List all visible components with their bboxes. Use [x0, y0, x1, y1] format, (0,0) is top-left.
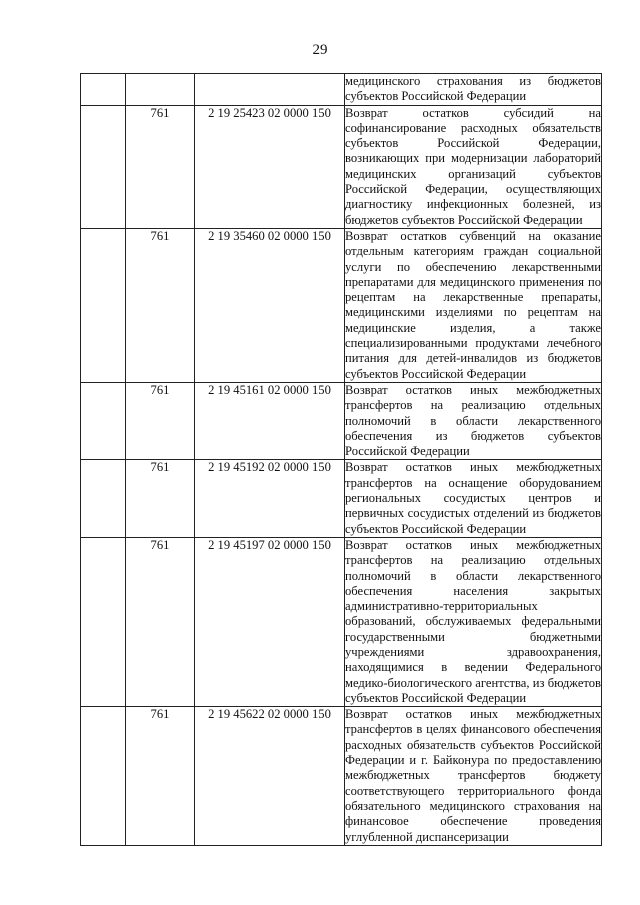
budget-classification-code: 2 19 25423 02 0000 150 [195, 105, 345, 228]
budget-classification-code: 2 19 45161 02 0000 150 [195, 382, 345, 459]
budget-classification-code: 2 19 45622 02 0000 150 [195, 707, 345, 846]
empty-cell [81, 228, 126, 382]
revenue-description: Возврат остатков иных межбюджетных трансфертов на реализацию отдельных полномочий в области лекарственного обеспечения населения закрытых административно-территориальных образований, обслуживаемых федеральными государственными бюджетными учреждениями здравоохранения, находящимися в ведении Федерального медико-биологического агентства, из бюджетов субъектов Российской Федерации [345, 537, 601, 705]
empty-cell [81, 460, 126, 537]
table-row [81, 74, 602, 106]
page-number: 29 [312, 42, 328, 58]
administrator-code: 761 [126, 228, 195, 382]
administrator-code [126, 74, 195, 106]
revenue-description: Возврат остатков иных межбюджетных трансфертов на оснащение оборудованием региональных сосудистых центров и первичных сосудистых отделений из бюджетов субъектов Российской Федерации [345, 460, 601, 536]
budget-classification-code [195, 74, 345, 106]
table-row [81, 460, 602, 537]
empty-cell [81, 707, 126, 846]
administrator-code: 761 [126, 537, 195, 706]
empty-cell [81, 74, 126, 106]
administrator-code: 761 [126, 460, 195, 537]
budget-classification-code: 2 19 45192 02 0000 150 [195, 460, 345, 537]
table-row [81, 707, 602, 846]
table-row [81, 228, 602, 382]
empty-cell [81, 537, 126, 706]
table-row [81, 105, 602, 228]
budget-classification-table [80, 73, 602, 846]
revenue-description: медицинского страхования из бюджетов субъектов Российской Федерации [345, 74, 601, 104]
budget-classification-code: 2 19 35460 02 0000 150 [195, 228, 345, 382]
empty-cell [81, 105, 126, 228]
revenue-description: Возврат остатков иных межбюджетных трансфертов в целях финансового обеспечения расходных обязательств субъектов Российской Федерации и г. Байконура по предоставлению межбюджетных трансфертов бюджету соответствующего территориального фонда обязательного медицинского страхования на финансовое обеспечение проведения углубленной диспансеризации [345, 707, 601, 844]
revenue-description: Возврат остатков субвенций на оказание отдельным категориям граждан социальной услуги по обеспечению лекарственными препаратами для медицинского применения по рецептам на лекарственные препараты, медицинскими изделиями по рецептам на медицинские изделия, а также специализированными продуктами лечебного питания для детей-инвалидов из бюджетов субъектов Российской Федерации [345, 228, 601, 381]
revenue-description: Возврат остатков иных межбюджетных трансфертов на реализацию отдельных полномочий в области лекарственного обеспечения из бюджетов субъектов Российской Федерации [345, 382, 601, 459]
administrator-code: 761 [126, 105, 195, 228]
administrator-code: 761 [126, 382, 195, 459]
administrator-code: 761 [126, 707, 195, 846]
budget-classification-code: 2 19 45197 02 0000 150 [195, 537, 345, 706]
empty-cell [81, 382, 126, 459]
table-row [81, 382, 602, 459]
revenue-description: Возврат остатков субсидий на софинансирование расходных обязательств субъектов Российской Федерации, возникающих при модернизации лабораторий медицинских организаций субъектов Российской Федерации, осуществляющих диагностику инфекционных болезней, из бюджетов субъектов Российской Федерации [345, 105, 601, 227]
table-row [81, 537, 602, 706]
